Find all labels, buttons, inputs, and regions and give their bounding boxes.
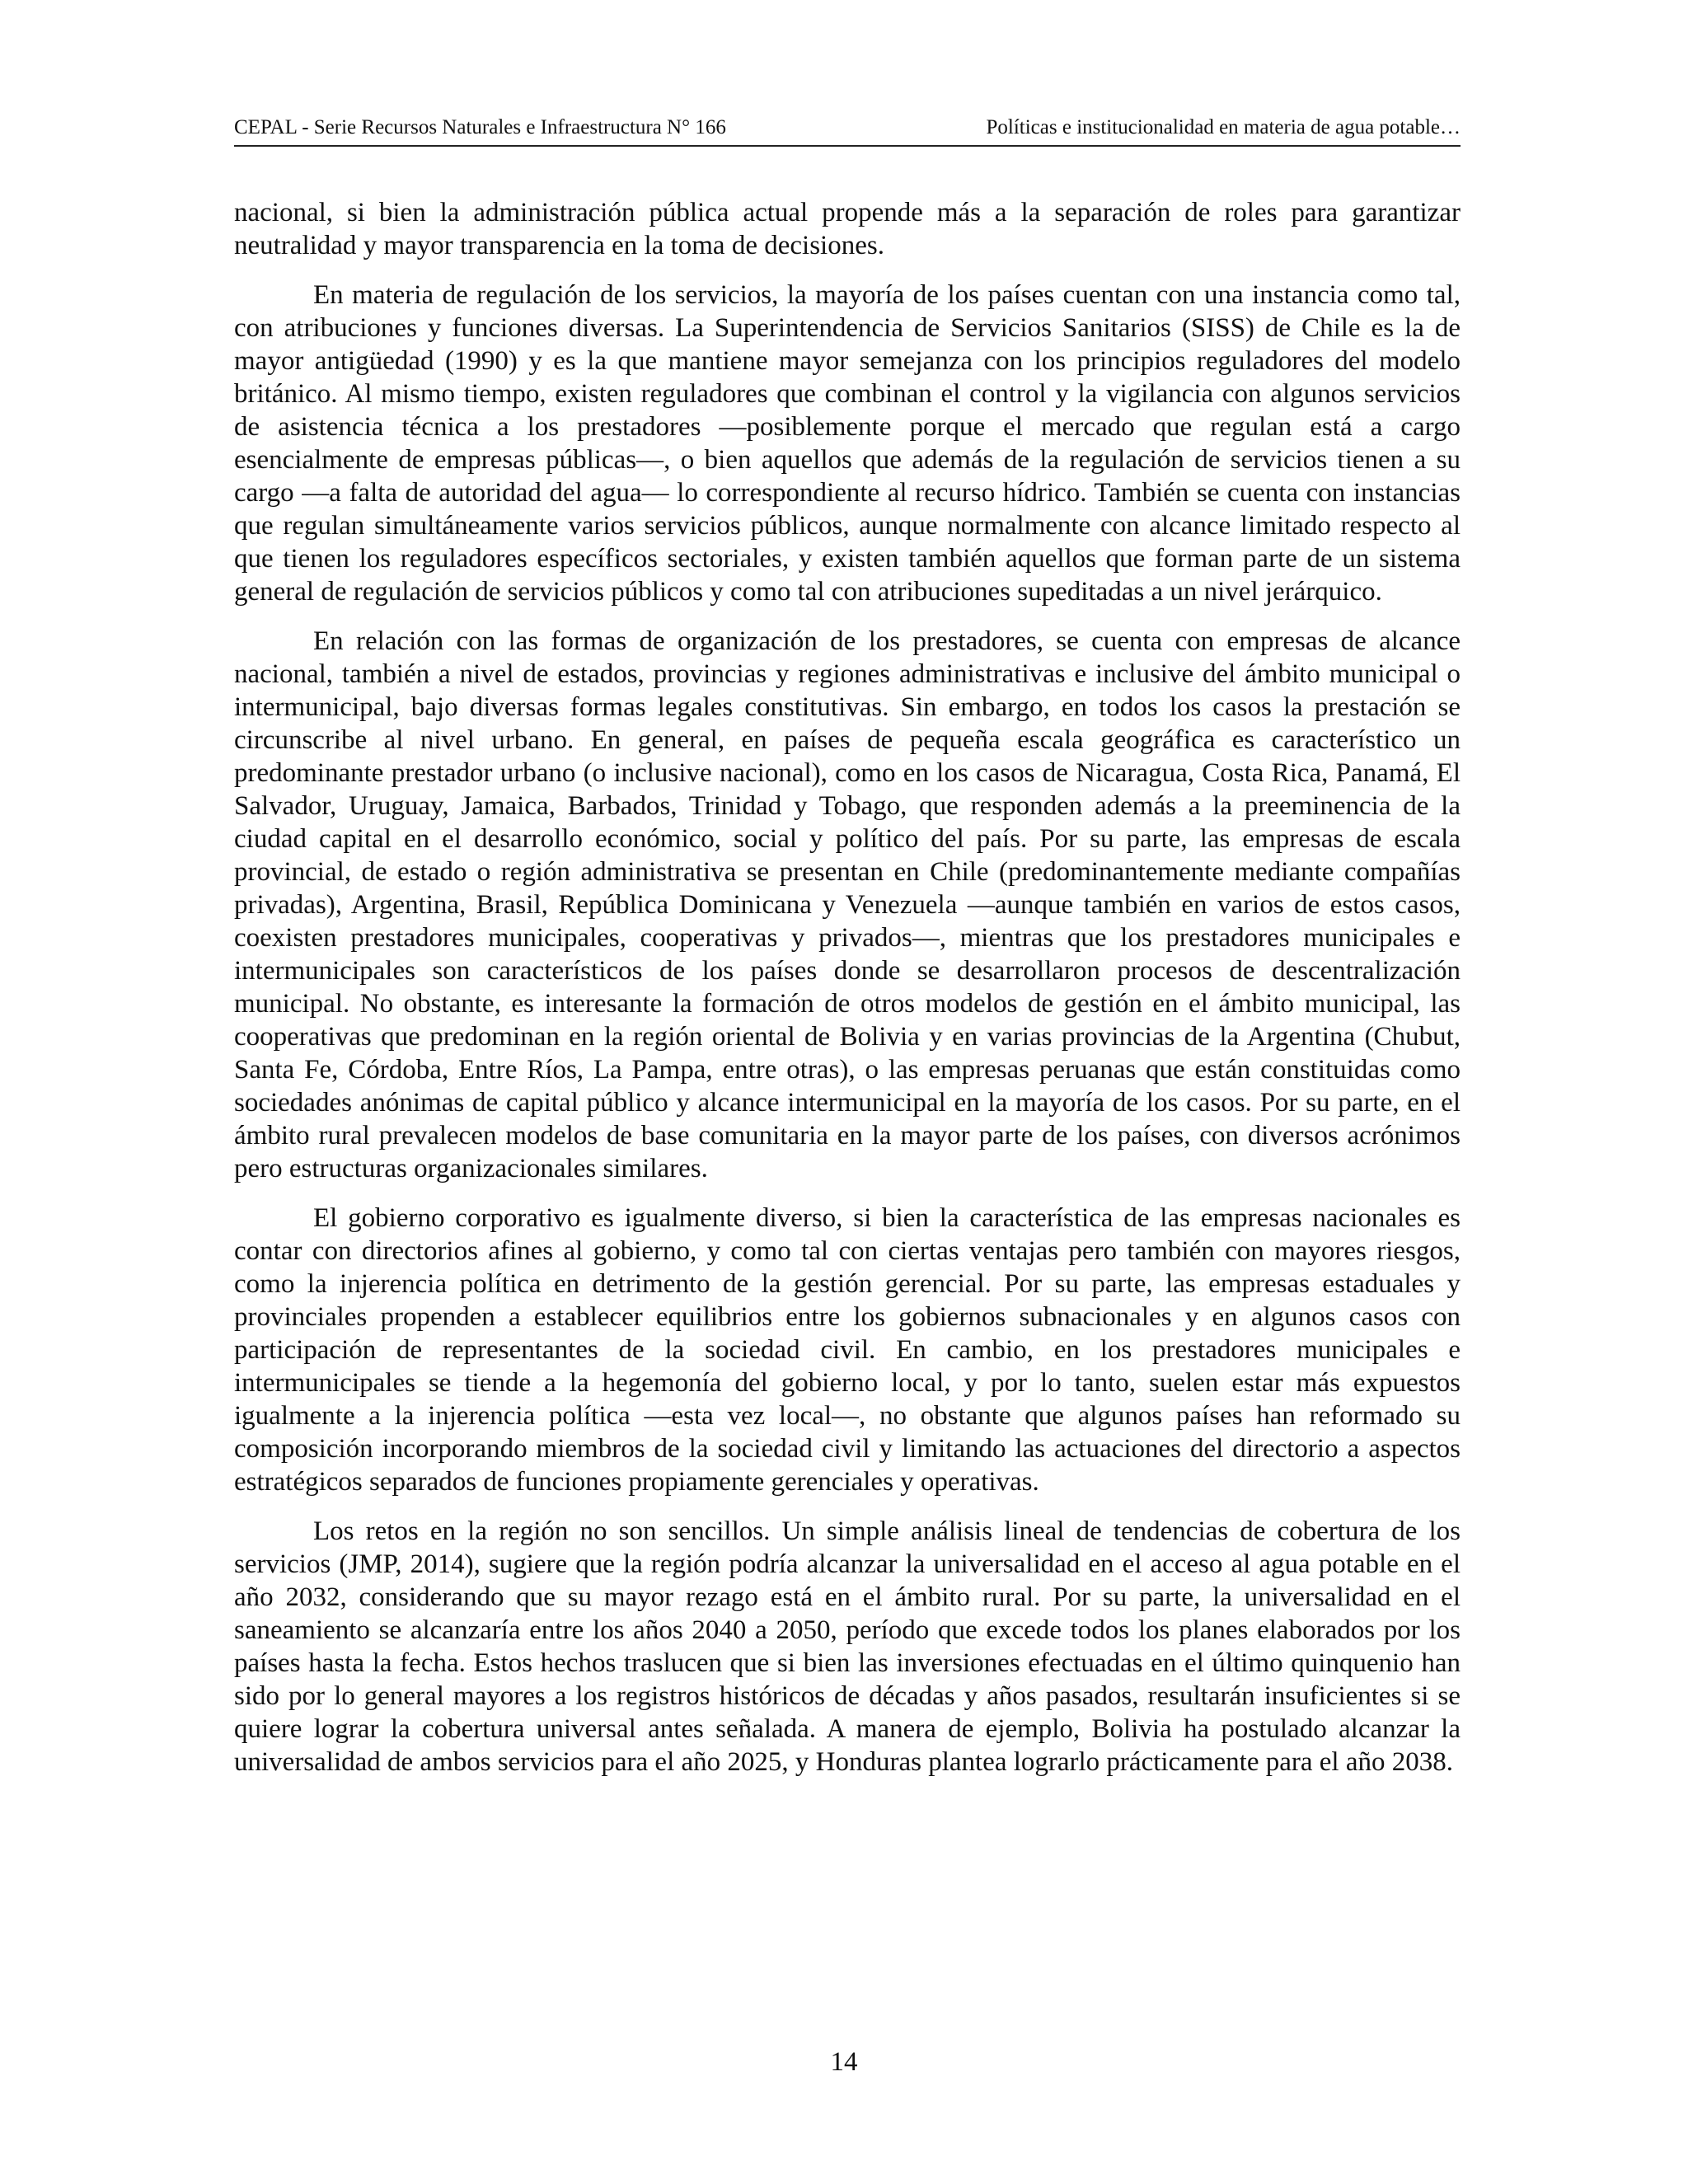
paragraph-provider-organization: En relación con las formas de organización de los prestadores, se cuenta con empresas de alcance nacional, también a nivel de estados, provincias y regiones administrativas e inclusive del ámbito municipal o intermunicipal, bajo diversas formas legales constitutivas. Sin embargo, en todos los casos la prestación se circunscribe al nivel urbano. En general, en países de pequeña escala geográfica es característico un predominante prestador urbano (o inclusive nacional), como en los casos de Nicaragua, Costa Rica, Panamá, El Salvador, Uruguay, Jamaica, Barbados, Trinidad y Tobago, que responden además a la preeminencia de la ciudad capital en el desarrollo económico, social y político del país. Por su parte, las empresas de escala provincial, de estado o región administrativa se presentan en Chile (predominantemente mediante compañías privadas), Argentina, Brasil, República Dominicana y Venezuela —aunque también en varios de estos casos, coexisten prestadores municipales, cooperativas y privados—, mientras que los prestadores municipales e intermunicipales son característicos de los países donde se desarrollaron procesos de descentralización municipal. No obstante, es interesante la formación de otros modelos de gestión en el ámbito municipal, las cooperativas que predominan en la región oriental de Bolivia y en varias provincias de la Argentina (Chubut, Santa Fe, Córdoba, Entre Ríos, La Pampa, entre otras), o las empresas peruanas que están constituidas como sociedades anónimas de capital público y alcance intermunicipal en la mayoría de los casos. Por su parte, en el ámbito rural prevalecen modelos de base comunitaria en la mayor parte de los países, con diversos acrónimos pero estructuras organizacionales similares. xyxy=(234,626,1461,1183)
paragraph-continuation: nacional, si bien la administración pública actual propende más a la separación de roles para garantizar neutralidad y mayor transparencia en la toma de decisiones. xyxy=(234,198,1461,260)
header-document-title: Políticas e institucionalidad en materia de agua potable… xyxy=(986,116,1461,138)
running-header xyxy=(234,112,1461,147)
header-series-title: CEPAL - Serie Recursos Naturales e Infraestructura N° 166 xyxy=(234,116,726,138)
body-text xyxy=(234,196,1461,1795)
paragraph-regional-challenges: Los retos en la región no son sencillos. Un simple análisis lineal de tendencias de cobertura de los servicios (JMP, 2014), sugiere que la región podría alcanzar la universalidad en el acceso al agua potable en el año 2032, considerando que su mayor rezago está en el ámbito rural. Por su parte, la universalidad en el saneamiento se alcanzaría entre los años 2040 a 2050, período que excede todos los planes elaborados por los países hasta la fecha. Estos hechos traslucen que si bien las inversiones efectuadas en el último quinquenio han sido por lo general mayores a los registros históricos de décadas y años pasados, resultarán insuficientes si se quiere lograr la cobertura universal antes señalada. A manera de ejemplo, Bolivia ha postulado alcanzar la universalidad de ambos servicios para el año 2025, y Honduras plantea lograrlo prácticamente para el año 2038. xyxy=(234,1516,1461,1777)
paragraph-regulation: En materia de regulación de los servicios, la mayoría de los países cuentan con una instancia como tal, con atribuciones y funciones diversas. La Superintendencia de Servicios Sanitarios (SISS) de Chile es la de mayor antigüedad (1990) y es la que mantiene mayor semejanza con los principios reguladores del modelo británico. Al mismo tiempo, existen reguladores que combinan el control y la vigilancia con algunos servicios de asistencia técnica a los prestadores —posiblemente porque el mercado que regulan está a cargo esencialmente de empresas públicas—, o bien aquellos que además de la regulación de servicios tienen a su cargo —a falta de autoridad del agua— lo correspondiente al recurso hídrico. También se cuenta con instancias que regulan simultáneamente varios servicios públicos, aunque normalmente con alcance limitado respecto al que tienen los reguladores específicos sectoriales, y existen también aquellos que forman parte de un sistema general de regulación de servicios públicos y como tal con atribuciones supeditadas a un nivel jerárquico. xyxy=(234,280,1461,607)
paragraph-corporate-governance: El gobierno corporativo es igualmente diverso, si bien la característica de las empresas nacionales es contar con directorios afines al gobierno, y como tal con ciertas ventajas pero también con mayores riesgos, como la injerencia política en detrimento de la gestión gerencial. Por su parte, las empresas estaduales y provinciales propenden a establecer equilibrios entre los gobiernos subnacionales y en algunos casos con participación de representantes de la sociedad civil. En cambio, en los prestadores municipales e intermunicipales se tiende a la hegemonía del gobierno local, y por lo tanto, suelen estar más expuestos igualmente a la injerencia política —esta vez local—, no obstante que algunos países han reformado su composición incorporando miembros de la sociedad civil y limitando las actuaciones del directorio a aspectos estratégicos separados de funciones propiamente gerenciales y operativas. xyxy=(234,1203,1461,1497)
page-number: 14 xyxy=(830,2047,858,2077)
